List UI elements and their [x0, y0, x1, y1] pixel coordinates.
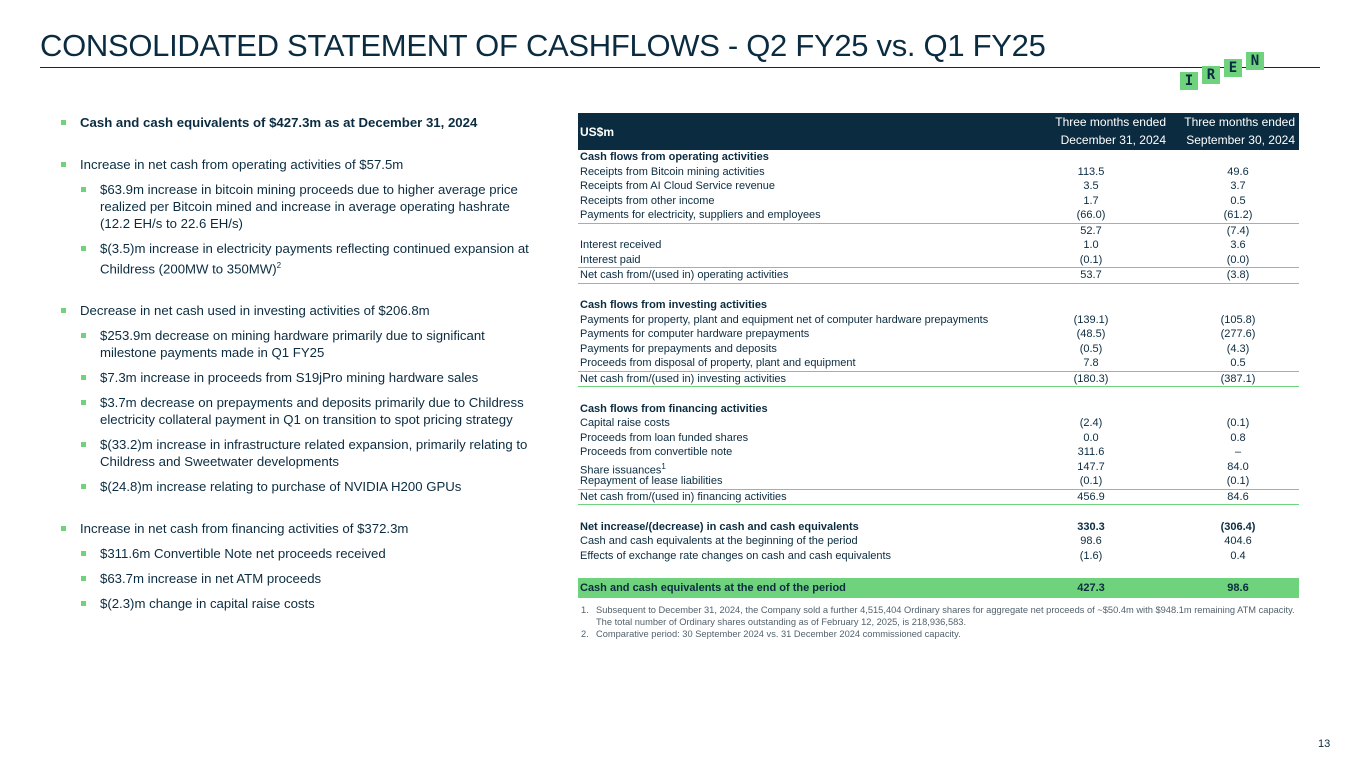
table-row	[578, 505, 1299, 520]
value-q2: 98.6	[1080, 535, 1102, 547]
value-q1: (7.4)	[1226, 224, 1250, 237]
bullet-spacer	[60, 503, 538, 520]
logo-letter-r: R	[1202, 66, 1220, 84]
row-label-text: Net cash from/(used in) investing activities	[580, 372, 787, 385]
bullet-text: $63.9m increase in bitcoin mining proceeds due to higher average price realized per Bitcoin mined and increase in average operating hashrate (12.2 EH/s to 22.6 EH/s)	[100, 182, 518, 231]
bullet-text: $(3.5)m increase in electricity payments reflecting continued expansion at Childress (200MW to 350MW)	[100, 241, 529, 277]
row-label	[580, 431, 748, 446]
table-row	[578, 313, 1299, 328]
row-label	[580, 208, 821, 223]
table-row	[578, 150, 1299, 165]
value-q2: (66.0)	[1076, 209, 1106, 221]
bullet-text: $3.7m decrease on prepayments and deposits primarily due to Childress electricity collateral payment in Q1 on transition to spot pricing strategy	[100, 395, 524, 428]
row-label-text: Cash flows from operating activities	[580, 151, 769, 163]
table-row	[578, 402, 1299, 417]
bullet-spacer	[60, 139, 538, 156]
row-label	[580, 549, 891, 564]
footnotes	[581, 604, 1301, 640]
value-q2: 1.7	[1083, 194, 1099, 207]
value-q1: (0.0)	[1226, 253, 1250, 266]
col2-header-line1: Three months ended	[1184, 115, 1295, 129]
table-row	[578, 372, 1299, 388]
sub-bullet-item	[80, 394, 538, 428]
iren-logo	[1176, 48, 1266, 96]
value-q2: (1.6)	[1079, 549, 1103, 562]
title-divider	[40, 67, 1320, 68]
row-label-text: Receipts from other income	[580, 194, 715, 207]
bullet-spacer	[60, 285, 538, 302]
value-q2: 427.3	[1077, 581, 1105, 594]
row-label	[580, 238, 661, 253]
value-q2: 0.0	[1083, 431, 1099, 444]
col1-header-line1: Three months ended	[1055, 115, 1166, 129]
sub-bullet-item	[80, 570, 538, 587]
row-label	[580, 416, 670, 431]
row-label-text: Proceeds from loan funded shares	[580, 431, 749, 444]
table-row	[578, 416, 1299, 431]
table-total-row	[578, 578, 1299, 598]
value-q1: 0.5	[1230, 357, 1246, 369]
row-label-text: Payments for prepayments and deposits	[580, 342, 777, 355]
value-q2: 52.7	[1080, 224, 1102, 237]
bullet-text: Cash and cash equivalents of $427.3m as at December 31, 2024	[80, 115, 478, 130]
value-q1: (3.8)	[1226, 269, 1250, 281]
logo-letter-i: I	[1180, 72, 1198, 90]
value-q1: 49.6	[1227, 165, 1249, 178]
bullet-text: $311.6m Convertible Note net proceeds received	[100, 546, 386, 562]
table-row	[578, 474, 1299, 490]
table-row	[578, 253, 1299, 269]
table-row	[578, 549, 1299, 564]
row-label-text: Proceeds from convertible note	[580, 446, 733, 458]
sub-bullet-item	[80, 478, 538, 495]
value-q2: (180.3)	[1073, 372, 1109, 385]
bullet-text: Increase in net cash from financing activities of $372.3m	[80, 521, 409, 537]
footnote-number: 1.	[581, 605, 589, 615]
row-label-text: Share issuances	[580, 464, 662, 477]
commentary-bullets	[60, 114, 538, 620]
value-q1: 3.6	[1230, 239, 1246, 251]
page-title: CONSOLIDATED STATEMENT OF CASHFLOWS - Q2 FY25 vs. Q1 FY25	[40, 28, 1046, 63]
table-row	[578, 520, 1299, 535]
row-label-text: Cash and cash equivalents at the beginning of the period	[580, 535, 858, 547]
sub-bullet-item	[80, 436, 538, 470]
row-label	[580, 150, 769, 165]
row-label	[580, 534, 858, 549]
row-label	[580, 253, 641, 268]
row-label	[580, 356, 856, 371]
value-q1: 0.4	[1230, 549, 1246, 562]
sub-bullet-item	[80, 327, 538, 361]
value-q2: 456.9	[1077, 490, 1105, 503]
sub-bullet-item	[80, 595, 538, 612]
bullet-item	[60, 520, 538, 537]
table-row	[578, 268, 1299, 284]
row-label	[580, 313, 988, 328]
value-q2: (0.1)	[1079, 253, 1103, 266]
row-label	[580, 342, 777, 357]
row-label-text: Payments for computer hardware prepayments	[580, 328, 810, 340]
value-q2: (2.4)	[1079, 417, 1103, 429]
bullet-text: Decrease in net cash used in investing activities of $206.8m	[80, 303, 430, 319]
col1-header-line2: December 31, 2024	[1060, 133, 1166, 147]
table-header	[578, 113, 1299, 150]
value-q2: 1.0	[1083, 239, 1099, 251]
value-q2: (0.5)	[1079, 342, 1103, 355]
table-body	[578, 150, 1299, 598]
sub-bullet-item	[80, 181, 538, 232]
value-q2: 3.5	[1083, 180, 1099, 192]
row-label	[580, 474, 722, 489]
table-row	[578, 224, 1299, 239]
row-label-text: Capital raise costs	[580, 417, 670, 429]
value-q1: (61.2)	[1223, 209, 1253, 221]
cashflow-table	[578, 113, 1299, 598]
value-q2: 113.5	[1077, 165, 1105, 178]
row-label-text: Net cash from/(used in) operating activities	[580, 269, 789, 281]
row-label	[580, 327, 809, 342]
row-label-text: Effects of exchange rate changes on cash and cash equivalents	[580, 549, 892, 562]
value-q1: (105.8)	[1220, 313, 1256, 326]
row-label	[580, 445, 732, 460]
footnote-ref: 2	[276, 261, 282, 270]
value-q1: –	[1234, 446, 1242, 458]
table-row	[578, 490, 1299, 506]
table-row	[578, 238, 1299, 253]
sub-bullet-item	[80, 369, 538, 386]
table-row	[578, 534, 1299, 549]
page-number: 13	[1318, 738, 1331, 750]
bullet-text: Increase in net cash from operating activities of $57.5m	[80, 157, 404, 172]
row-label	[580, 372, 786, 387]
value-q2: (48.5)	[1076, 328, 1106, 340]
bullet-item	[60, 156, 538, 173]
value-q1: (387.1)	[1220, 372, 1256, 385]
sub-bullet-item	[80, 240, 538, 277]
footnote	[581, 604, 1301, 628]
logo-letter-e: E	[1224, 59, 1242, 77]
row-label-text: Payments for electricity, suppliers and employees	[580, 209, 821, 221]
value-q1: 0.8	[1230, 431, 1246, 444]
row-label-text: Cash and cash equivalents at the end of the period	[580, 581, 846, 594]
value-q2: 7.8	[1083, 357, 1099, 369]
row-label-text: Net increase/(decrease) in cash and cash equivalents	[580, 520, 859, 533]
table-row	[578, 179, 1299, 194]
value-q2: 311.6	[1077, 446, 1105, 458]
footnote	[581, 628, 1301, 640]
bullet-text: $63.7m increase in net ATM proceeds	[100, 571, 322, 587]
value-q1: 84.0	[1227, 460, 1249, 473]
footnote-ref: 1	[661, 461, 666, 471]
row-label	[580, 179, 775, 194]
row-label-text: Cash flows from investing activities	[580, 299, 768, 311]
footnote-text: Comparative period: 30 September 2024 vs. 31 December 2024 commissioned capacity.	[596, 629, 961, 639]
footnote-number: 2.	[581, 629, 589, 639]
value-q2: (0.1)	[1079, 475, 1103, 487]
row-label-text: Repayment of lease liabilities	[580, 475, 723, 487]
row-label-text: Net cash from/(used in) financing activities	[580, 490, 787, 503]
bullet-text: $7.3m increase in proceeds from S19jPro mining hardware sales	[100, 370, 479, 386]
value-q1: (306.4)	[1220, 520, 1256, 533]
value-q1: 404.6	[1224, 535, 1252, 547]
table-row	[578, 208, 1299, 224]
value-q1: (277.6)	[1220, 328, 1256, 340]
table-row	[578, 284, 1299, 299]
table-row	[578, 327, 1299, 342]
row-label	[580, 268, 788, 283]
value-q1: 98.6	[1227, 581, 1249, 594]
unit-label: US$m	[580, 125, 615, 139]
row-label	[580, 578, 846, 598]
table-row	[578, 431, 1299, 446]
sub-bullet-item	[80, 545, 538, 562]
row-label-text: Proceeds from disposal of property, plant and equipment	[580, 357, 856, 369]
row-label	[580, 194, 715, 209]
bullet-text: $(2.3)m change in capital raise costs	[100, 596, 315, 612]
value-q1: 0.5	[1230, 194, 1246, 207]
value-q2: 53.7	[1080, 269, 1102, 281]
table-row	[578, 460, 1299, 475]
logo-letter-n: N	[1246, 52, 1264, 70]
table-row	[578, 165, 1299, 180]
table-row	[578, 445, 1299, 460]
table-row	[578, 563, 1299, 578]
row-label	[580, 520, 859, 535]
value-q1: 3.7	[1230, 180, 1246, 192]
table-row	[578, 342, 1299, 357]
value-q1: 84.6	[1227, 490, 1249, 503]
row-label-text: Interest received	[580, 239, 662, 251]
row-label	[580, 402, 768, 417]
row-label-text: Interest paid	[580, 253, 641, 266]
value-q2: (139.1)	[1073, 313, 1109, 326]
row-label-text: Receipts from AI Cloud Service revenue	[580, 180, 776, 192]
table-row	[578, 356, 1299, 372]
row-label	[580, 298, 767, 313]
bullet-item	[60, 114, 538, 131]
row-label	[580, 165, 765, 180]
value-q1: (0.1)	[1226, 475, 1250, 487]
table-row	[578, 298, 1299, 313]
table-row	[578, 387, 1299, 402]
row-label-text: Receipts from Bitcoin mining activities	[580, 165, 765, 178]
footnote-text: Subsequent to December 31, 2024, the Company sold a further 4,515,404 Ordinary shares for aggregate net proceeds of ~$50.4m with $948.1m remaining ATM capacity. The total number of Ordinary shares outstanding as of February 12, 2025, is 218,936,583.	[596, 605, 1295, 627]
table-row	[578, 194, 1299, 209]
bullet-text: $253.9m decrease on mining hardware primarily due to significant milestone payments made in Q1 FY25	[100, 328, 485, 361]
value-q2: 330.3	[1077, 520, 1105, 533]
row-label-text: Payments for property, plant and equipment net of computer hardware prepayments	[580, 313, 989, 326]
row-label-text: Cash flows from financing activities	[580, 402, 768, 415]
col2-header-line2: September 30, 2024	[1186, 133, 1295, 147]
row-label	[580, 490, 787, 505]
bullet-item	[60, 302, 538, 319]
value-q1: (0.1)	[1226, 417, 1250, 429]
bullet-text: $(33.2)m increase in infrastructure related expansion, primarily relating to Childress and Sweetwater developments	[100, 437, 528, 470]
bullet-text: $(24.8)m increase relating to purchase of NVIDIA H200 GPUs	[100, 479, 462, 495]
value-q1: (4.3)	[1226, 342, 1250, 355]
value-q2: 147.7	[1077, 460, 1105, 473]
